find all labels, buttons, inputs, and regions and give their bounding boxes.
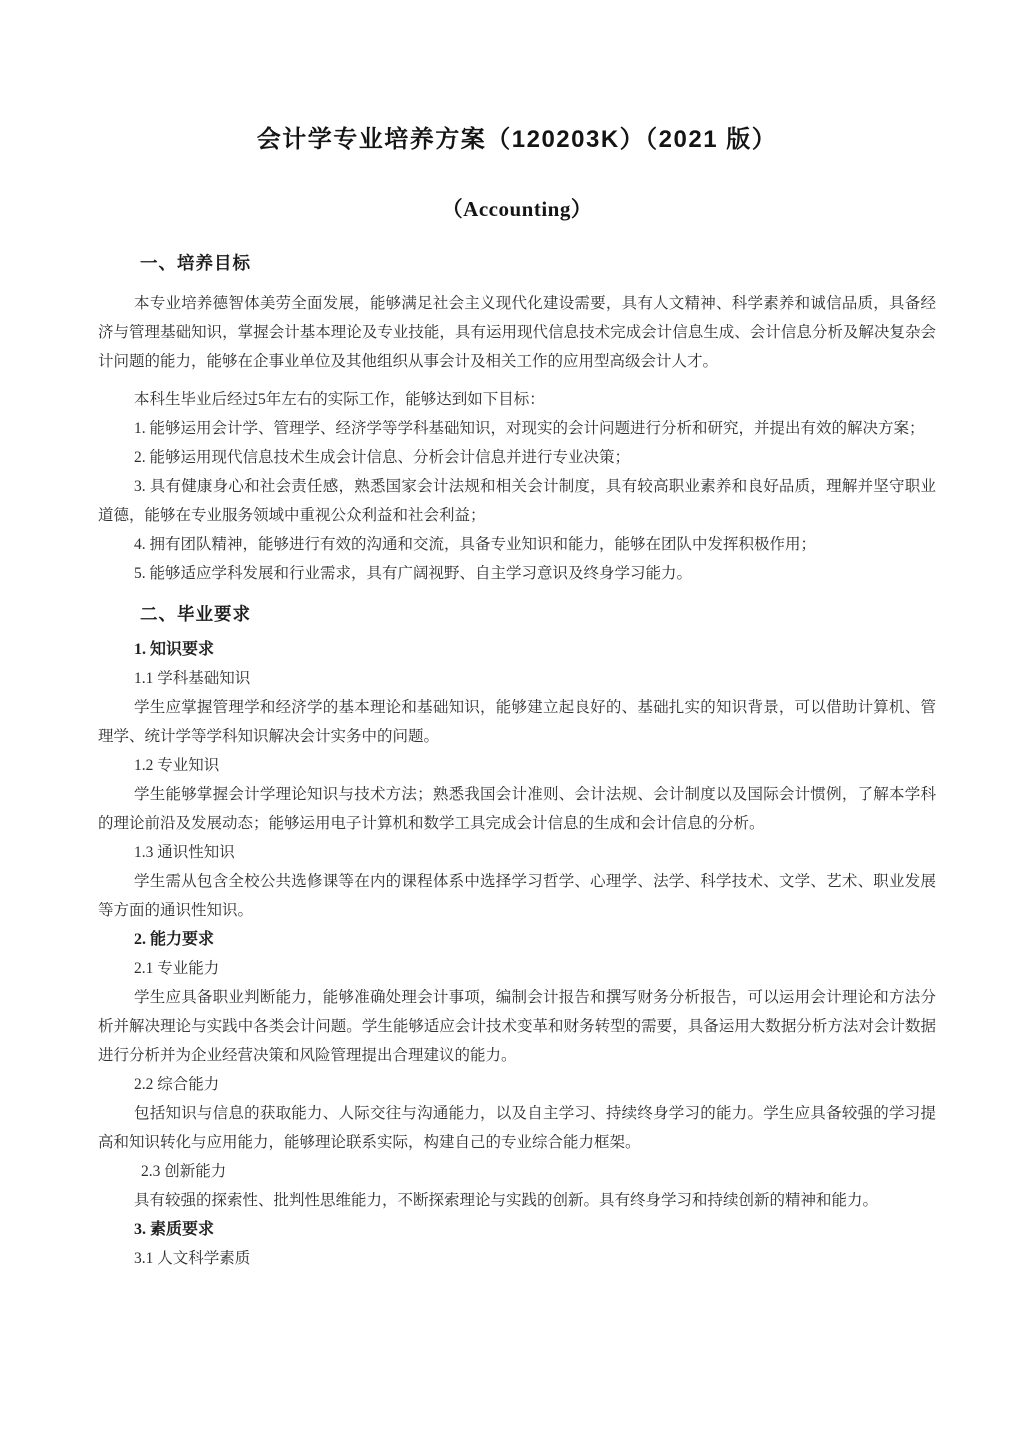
paragraph-1-2: 学生能够掌握会计学理论知识与技术方法；熟悉我国会计准则、会计法规、会计制度以及国际会计惯例，了解本学科的理论前沿及发展动态；能够运用电子计算机和数学工具完成会计信息的生成和会计信息的分析。 [98,786,936,832]
paragraph-1-3: 学生需从包含全校公共选修课等在内的课程体系中选择学习哲学、心理学、法学、科学技术、文学、艺术、职业发展等方面的通识性知识。 [98,873,936,919]
sub-heading-2-3: 2.3 创新能力 [141,1163,227,1180]
document-content [98,122,936,1273]
section-heading-training-objectives: 一、培养目标 [140,253,251,273]
paragraph-2-3: 具有较强的探索性、批判性思维能力，不断探索理论与实践的创新。具有终身学习和持续创新的精神和能力。 [134,1192,879,1209]
goal-item-5: 5. 能够适应学科发展和行业需求，具有广阔视野、自主学习意识及终身学习能力。 [134,565,693,582]
paragraph-2-1: 学生应具备职业判断能力，能够准确处理会计事项，编制会计报告和撰写财务分析报告，可以运用会计理论和方法分析并解决理论与实践中各类会计问题。学生能够适应会计技术变革和财务转型的需要，具备运用大数据分析方法对会计数据进行分析并为企业经营决策和风险管理提出合理建议的能力。 [98,989,936,1064]
paragraph-intro: 本专业培养德智体美劳全面发展，能够满足社会主义现代化建设需要，具有人文精神、科学素养和诚信品质，具备经济与管理基础知识，掌握会计基本理论及专业技能，具有运用现代信息技术完成会计信息生成、会计信息分析及解决复杂会计问题的能力，能够在企事业单位及其他组织从事会计及相关工作的应用型高级会计人才。 [98,295,936,370]
goal-item-4: 4. 拥有团队精神，能够进行有效的沟通和交流，具备专业知识和能力，能够在团队中发挥积极作用； [134,536,817,553]
sub-heading-2-2: 2.2 综合能力 [134,1076,220,1093]
doc-subtitle: （Accounting） [441,197,593,221]
doc-title: 会计学专业培养方案（120203K）（2021 版） [256,126,778,153]
clause-heading-knowledge: 1. 知识要求 [134,641,215,658]
paragraph-1-1: 学生应掌握管理学和经济学的基本理论和基础知识，能够建立起良好的、基础扎实的知识背景，可以借助计算机、管理学、统计学等学科知识解决会计实务中的问题。 [98,699,936,745]
goal-item-3: 3. 具有健康身心和社会责任感，熟悉国家会计法规和相关会计制度，具有较高职业素养和良好品质，理解并坚守职业道德，能够在专业服务领域中重视公众利益和社会利益； [98,478,936,524]
goal-item-1: 1. 能够运用会计学、管理学、经济学等学科基础知识，对现实的会计问题进行分析和研究，并提出有效的解决方案； [134,420,925,437]
sub-heading-1-1: 1.1 学科基础知识 [134,670,251,687]
sub-heading-1-2: 1.2 专业知识 [134,757,220,774]
clause-heading-ability: 2. 能力要求 [134,931,215,948]
section-heading-graduation-requirements: 二、毕业要求 [140,604,251,624]
sub-heading-2-1: 2.1 专业能力 [134,960,220,977]
sub-heading-1-3: 1.3 通识性知识 [134,844,235,861]
paragraph-goal-lead: 本科生毕业后经过5年左右的实际工作，能够达到如下目标： [134,391,545,408]
paragraph-2-2: 包括知识与信息的获取能力、人际交往与沟通能力，以及自主学习、持续终身学习的能力。学生应具备较强的学习提高和知识转化与应用能力，能够理论联系实际，构建自己的专业综合能力框架。 [98,1105,936,1151]
clause-heading-quality: 3. 素质要求 [134,1221,215,1238]
goal-item-2: 2. 能够运用现代信息技术生成会计信息、分析会计信息并进行专业决策； [134,449,631,466]
sub-heading-3-1: 3.1 人文科学素质 [134,1250,251,1267]
